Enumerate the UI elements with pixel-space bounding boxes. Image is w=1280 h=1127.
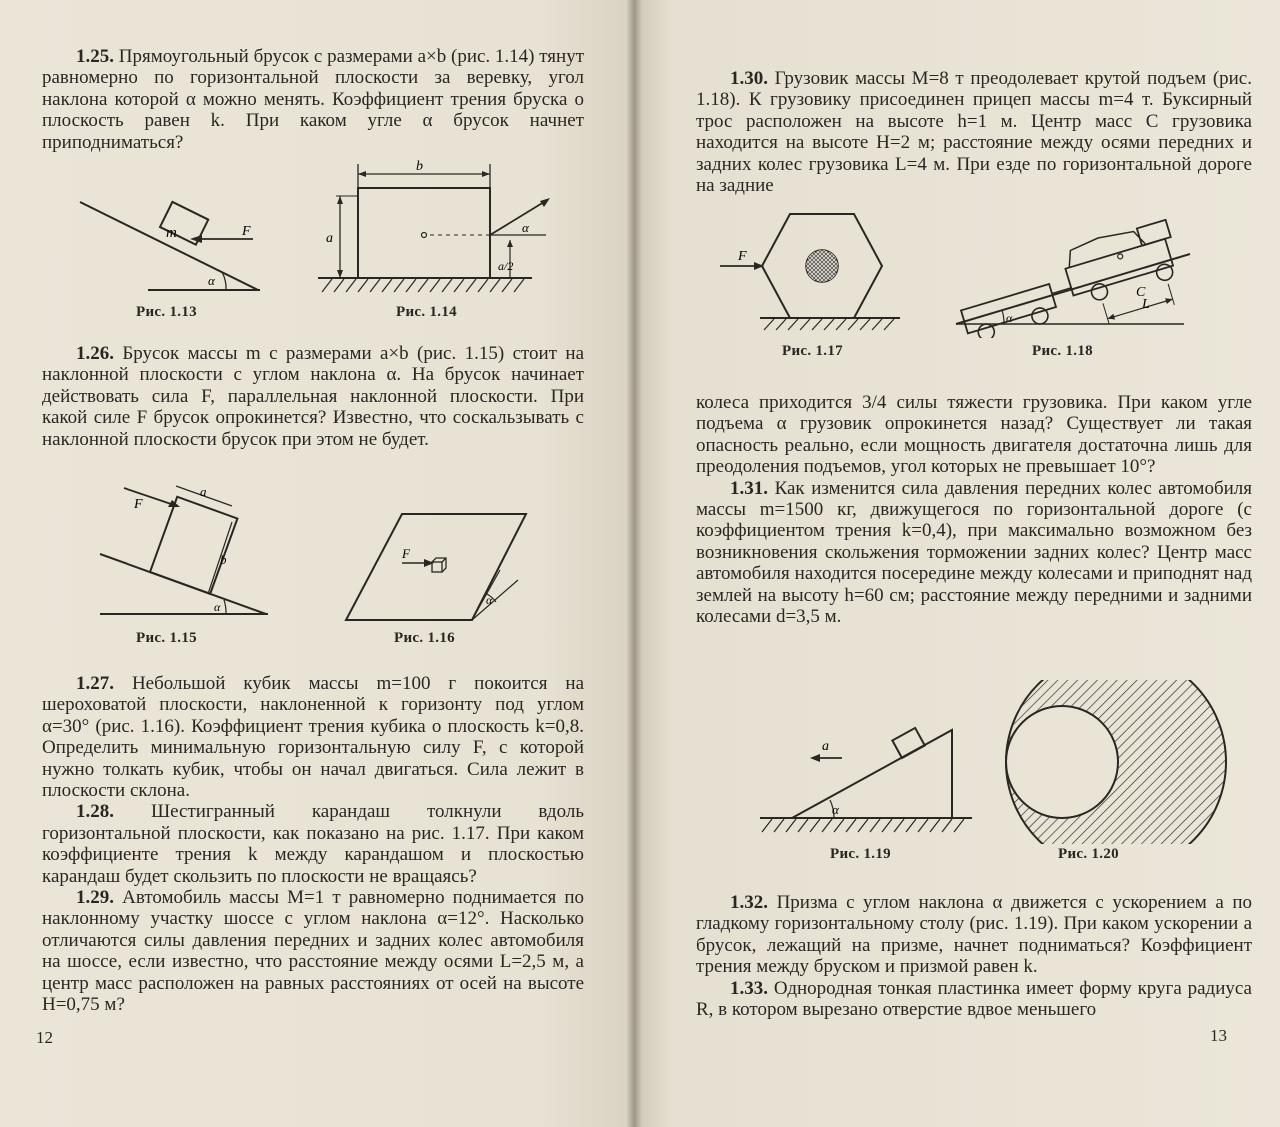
problem-text: колеса приходится 3/4 силы тяжести грузовика. При каком угле подъема α грузовик опрокинется назад? Существует ли такая опасность реально, если мощность двигателя достаточна лишь для преодоления подъемов, угол которых не превышает 10°? <box>696 392 1252 478</box>
label-F: F <box>738 249 747 264</box>
problems-1-27-to-1-29 <box>42 673 584 1016</box>
label-L: L <box>1142 297 1150 312</box>
caption-1-18: Рис. 1.18 <box>1032 343 1093 359</box>
figure-1-14 <box>318 158 560 300</box>
label-alpha: α <box>486 593 493 607</box>
label-a: a <box>822 739 829 754</box>
label-alpha: α <box>522 220 529 235</box>
label-F: F <box>402 546 410 561</box>
label-alpha: α <box>832 802 839 817</box>
problem-number: 1.31. <box>730 477 768 499</box>
problem-text: Брусок массы m с размерами a×b (рис. 1.15) стоит на наклонной плоскости с углом наклона α. На брусок начинает действовать сила F, параллельная наклонной плоскости. При какой силе F брусок опрокинется? Известно, что соскальзывать с наклонной плоскости брусок при этом не будет. <box>42 343 585 450</box>
problem-1-30-part-a <box>696 68 1252 196</box>
problem-text: Призма с углом наклона α движется с ускорением a по гладкому горизонтальному столу (рис. 1.19). При каком ускорении a брусок, лежащий на призме, начнет подниматься? Коэффициент трения между бруском и призмой равен k. <box>696 892 1253 978</box>
problem-text: Небольшой кубик массы m=100 г покоится на шероховатой плоскости, наклоненной к горизонту под углом α=30° (рис. 1.16). Коэффициент трения кубика о плоскость k=0,8. Определить минимальную горизонтальную силу F, с которой нужно толкать кубик, чтобы он начал двигаться. Сила лежит в плоскости склона. <box>42 673 584 802</box>
problems-1-30-to-1-31 <box>696 392 1252 627</box>
figure-1-19 <box>756 722 976 840</box>
label-a: a <box>326 231 333 246</box>
figure-1-16 <box>340 510 540 626</box>
label-a: a <box>200 484 207 499</box>
problem-1-26 <box>42 343 584 450</box>
problem-1-32 <box>696 892 1252 978</box>
label-m: m <box>166 225 177 241</box>
figure-1-20 <box>998 680 1228 844</box>
figure-1-13 <box>78 192 268 302</box>
label-F: F <box>242 224 251 239</box>
page-number-left: 12 <box>36 1028 53 1047</box>
problem-1-29 <box>42 887 584 1015</box>
problem-text: Автомобиль массы M=1 т равномерно поднимается по наклонному участку шоссе с углом наклона α=12°. Насколько отличаются силы давления передних и задних колес автомобиля на шоссе, если известно, что расстояние между осями L=2,5 м, а центр масс расположен на равных расстояниях от осей на высоте H=0,75 м? <box>42 887 584 1016</box>
label-a-half: a/2 <box>498 259 514 273</box>
caption-1-16: Рис. 1.16 <box>394 630 455 646</box>
problem-1-27 <box>42 673 584 801</box>
problem-text: Как изменится сила давления передних колес автомобиля массы m=1500 кг, движущегося по горизонтальной дороге (с коэффициентом трения k=0,4), при максимально возможном без возникновения скольжения торможении задних колес? Центр масс автомобиля находится посередине между колесами и приподнят над землей на высоту h=60 см; расстояние между передними и задними колесами d=3,5 м. <box>696 477 1252 628</box>
problem-1-28 <box>42 801 584 887</box>
problem-text: Прямоугольный брусок с размерами a×b (рис. 1.14) тянут равномерно по горизонтальной плоскости за веревку, угол наклона которой α можно менять. Коэффициент трения бруска о плоскость равен k. При каком угле α брусок начнет приподниматься? <box>42 46 585 153</box>
label-alpha: α <box>214 600 221 614</box>
figure-1-15 <box>96 478 274 620</box>
problem-text: Однородная тонкая пластинка имеет форму круга радиуса R, в котором вырезано отверстие вдвое меньшего <box>696 977 1252 1021</box>
caption-1-17: Рис. 1.17 <box>782 343 843 359</box>
problem-1-33 <box>696 978 1252 1021</box>
caption-1-20: Рис. 1.20 <box>1058 846 1119 862</box>
right-page <box>634 0 1280 1127</box>
problem-number: 1.33. <box>730 977 768 999</box>
figure-1-17 <box>720 210 906 338</box>
problem-number: 1.32. <box>730 892 768 913</box>
problem-number: 1.27. <box>76 673 114 694</box>
problem-number: 1.25. <box>76 46 114 67</box>
page-number-right: 13 <box>1210 1026 1227 1045</box>
problem-text: Грузовик массы M=8 т преодолевает крутой подъем (рис. 1.18). К грузовику присоединен прицеп массы m=4 т. Буксирный трос расположен на высоте h=1 м. Центр масс C грузовика находится на высоте H=2 м; расстояние между осями передних и задних колес грузовика L=4 м. При езде по горизонтальной дороге на задние <box>696 68 1252 197</box>
caption-1-19: Рис. 1.19 <box>830 846 891 862</box>
left-page <box>0 0 634 1127</box>
label-b: b <box>416 159 423 174</box>
caption-1-13: Рис. 1.13 <box>136 304 197 320</box>
problem-number: 1.29. <box>76 887 114 909</box>
problem-1-30-part-b <box>696 392 1252 478</box>
problem-number: 1.28. <box>76 801 114 823</box>
book-gutter <box>626 0 642 1127</box>
caption-1-15: Рис. 1.15 <box>136 630 197 646</box>
label-F: F <box>134 497 143 512</box>
problems-1-32-to-1-33 <box>696 892 1252 1020</box>
label-alpha: α <box>1006 311 1013 325</box>
label-alpha: α <box>208 273 215 288</box>
problem-text: Шестигранный карандаш толкнули вдоль горизонтальной плоскости, как показано на рис. 1.17. При каком коэффициенте трения k между карандашом и плоскостью карандаш будет скользить по плоскости не вращаясь? <box>42 801 584 887</box>
caption-1-14: Рис. 1.14 <box>396 304 457 320</box>
label-C: C <box>1136 285 1146 300</box>
figure-1-18 <box>950 204 1194 338</box>
problem-number: 1.30. <box>730 68 768 89</box>
label-b: b <box>220 552 227 567</box>
problem-1-31 <box>696 478 1252 628</box>
problem-number: 1.26. <box>76 343 114 364</box>
problem-1-25 <box>42 46 584 153</box>
